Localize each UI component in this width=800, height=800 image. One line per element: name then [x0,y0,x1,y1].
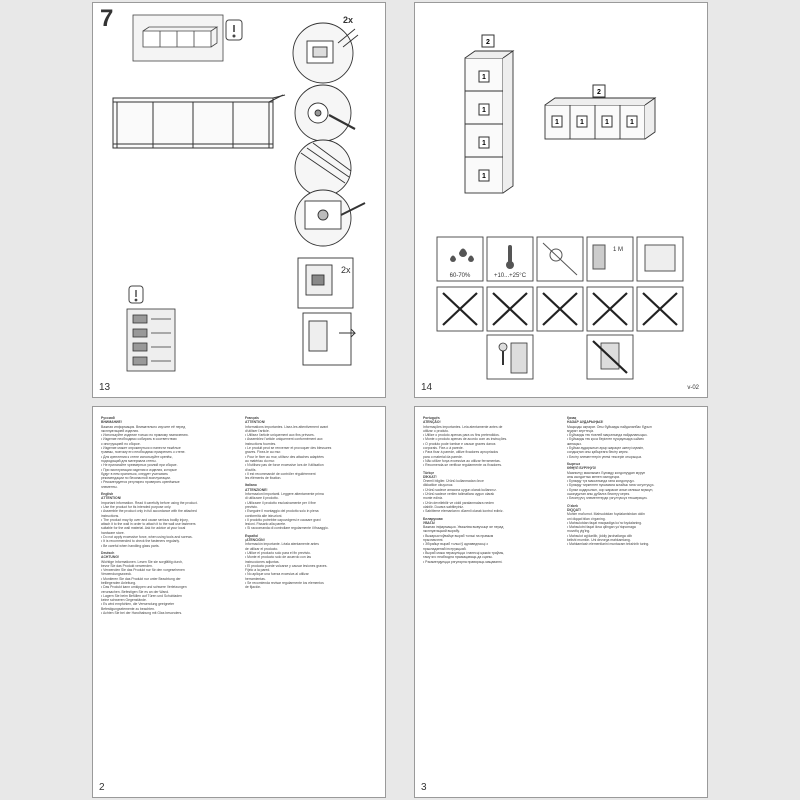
language-name: Кыргыз [567,461,581,466]
warning-text-line: • Achten Sie bei der Handhabung mit Glas besonders. [101,611,183,616]
warning-text-line: les éléments de fixation. [245,476,282,481]
svg-text:1: 1 [482,173,486,180]
warning-text-line: с инструкцией по сборке. [101,441,141,446]
warning-text-line: аны кылдаттык менен изилдеңиз. [567,474,621,479]
warning-text-line: • Используйте изделие только по прямому назначению. [101,433,189,438]
warning-text-line: de utilizar el producto. [245,546,279,551]
warning-text-line: Verwendungszweck. [101,572,132,577]
instruction-page-3 [414,406,708,798]
warning-text-line: • Изделие может опрокинуться и нанести тяжёлые [101,446,181,451]
warning-text-line: attach it to the wall in order to attach it to the wall use fasteners [101,522,196,527]
warning-text-line: • No aplique una fuerza excesiva al utilizar [245,572,309,577]
svg-text:2x: 2x [341,265,351,275]
warning-text-line: прыкладзенай інструкцыяй. [423,546,467,551]
language-name: Français [245,416,259,420]
warning-text-line: • Utilice el producto solo para el fin previsto. [245,550,311,555]
warning-text-line: • Mahsulotni faqat ilova qilingan yo'riqnomaga [567,525,636,530]
warning-text-line: • Бұйым аударылып ауыр жарақат әкелуі мүмкін, [567,446,644,451]
load-label-shelf [479,170,489,181]
warning-text-line: • Si raccomanda di controllare regolarmente il fissaggio. [245,526,329,531]
warning-text-line: uni diqqat bilan o'rganing. [567,516,606,521]
warning-text-line: таму яго неабходна прымацаваць да сцяны. [423,555,493,560]
page-number: 14 [421,382,433,393]
warning-text-line: dikkatlice okuyunuz. [423,483,454,488]
warning-text-line: элементы. [101,484,118,489]
warning-text-line: de fijación. [245,585,262,590]
svg-text:1: 1 [482,107,486,114]
instruction-page-14 [414,2,708,398]
warning-text-line: • Бұйымды тек тікелей мақсатында пайдаланыңыз. [567,433,648,438]
warning-text-line: • Sabitleme elemanlarını düzenli olarak kontrol ediniz. [423,509,504,514]
warning-text-line: • Para fixar à parede, utilize fixadores apropriados [423,450,499,455]
warning-text-line: • Do not apply excessive force, when using tools and screws. [101,535,193,540]
warning-text-line: utilizar o produto. [423,428,450,433]
page-number: 2 [99,782,105,793]
warning-text-line: • Das Produkt kann umkippen und schwere Verletzungen [101,585,187,590]
warning-text-line: • Es wird empfohlen, die Verwendung geeigneter [101,602,175,607]
wall-mount-detail-1 [298,258,353,308]
warning-text-line: monte ediniz. [423,496,444,501]
warning-text-line: • Utilisez l'article uniquement aux fins prévues. [245,433,315,438]
warning-text-line: • Assemble the product only in full accordance with the attached [101,509,197,514]
svg-text:1: 1 [630,119,634,126]
warning-text-line: hardware store. [101,530,125,535]
warning-text-line: para o material da parede. [423,454,463,459]
language-name: O'zbek [567,503,578,508]
load-label-shelf [552,116,562,127]
warning-text-line: будут в нем храниться, следует учитывать [101,471,168,476]
warning-text-line: • Il est recommandé de contrôler régulièrement [245,471,316,476]
warning-text-line: • Буюм оодарылып, оор жаракат алып келиши мүмкүн, [567,487,654,492]
warning-heading: ATTENTION! [245,420,266,425]
warning-text-line: • Рекомендуется регулярно проверять крепёжные [101,480,180,485]
warning-text-line: • Выраб можа перакуліцца і нанесці цяжкія траўмы, [423,550,505,555]
warning-text-line: • Бекитүүчү элементтерди үзгүлтүксүз текшериңиз. [567,496,648,501]
page-number: 3 [421,782,427,793]
svg-text:2: 2 [486,39,490,46]
language-name: Español [245,533,259,538]
warning-text-line: • Le produit peut se renverser et provoquer des blessures [245,446,332,451]
warning-text-line: graves. Fixez-le au mur. [245,450,282,455]
warning-text-line: эксплуатацыяй вырабу. [423,529,460,534]
warning-heading: DIQQAT! [567,507,582,512]
distance-label: 1 M [612,247,624,253]
language-name: Deutsch [101,550,115,555]
warning-text-line: Muhim ma'lumot. Mahsulotdan foydalanishdan oldin [567,512,645,517]
load-label-shelf [479,71,489,82]
load-label-shelf [479,137,489,148]
warning-heading: ATENÇÃO! [423,420,441,425]
warning-text-line: эксплуатацией изделия. [101,428,139,433]
warning-text-line: • N'utilisez pas de force excessive lors de l'utilisation [245,463,324,468]
warning-text-line: Informations importantes. Lisez-les attentivement avant [245,424,329,429]
warning-text-line: olabilir. Duvara sabitleyiniz. [423,504,464,509]
warning-text-line: • Mahkamlash elementlarini muntazam tekshirib turing. [567,542,650,547]
warnings-column-right [567,413,701,547]
warning-text-line: • Utilize o produto apenas para os fins pretendidos. [423,433,500,438]
warning-text-line: Informazioni importanti. Leggere attentamente prima [245,492,324,497]
warning-heading: ATTENTION! [101,496,122,501]
warning-text-line: Informações importantes. Leia atentamente antes de [423,424,503,429]
load-label-shelf [479,104,489,115]
language-name: Беларуская [423,516,443,521]
warning-text-line: • Verwenden Sie das Produkt nur für den vorgesehenen [101,568,185,573]
warning-text-line: previsto. [245,504,258,509]
warning-heading: DİKKAT! [423,474,437,479]
warning-text-line: • Be careful when handling glass parts. [101,543,160,548]
warnings-column-left [423,413,557,564]
warning-text-line: instructions fournies. [245,441,277,446]
warning-text-line: • Il prodotto potrebbe capovolgersi e causare gravi [245,517,321,522]
overview-thumbnail [133,15,223,61]
warning-text-line: • Mahsulotdan faqat maqsadiga ko'ra foydalaning. [567,520,642,525]
warning-text-line: • Ürünü sadece verilen talimatlara uygun olarak [423,492,495,497]
svg-text:2: 2 [597,89,601,96]
warning-text-line: • Ürün devrilebilir ve ciddi yaralanmalara neden [423,500,494,505]
warning-text-line: • Assemblez l'article uniquement conformément aux [245,437,323,442]
caution-icon [226,20,242,40]
warning-text-line: • The product may tip over and cause serious bodily injury, [101,517,189,522]
warning-text-line: подходящий для материала стены. [101,458,157,463]
warning-heading: ВНИМАНИЕ! [101,420,122,425]
warning-text-line: • Mahsulot ag'darilib, jiddiy jarohatlarga olib [567,533,632,538]
svg-text:1: 1 [482,140,486,147]
warning-text-line: Важная информация. Внимательно изучите её перед [101,424,186,429]
warning-text-line: • Выкарыстоўвайце выраб толькі па прамым [423,533,494,538]
warning-text-line: • Eseguire il montaggio del prodotto solo in piena [245,509,319,514]
warning-text-line: • O produto pode tombar e causar graves danos [423,441,496,446]
warning-heading: УВАГА! [423,520,436,525]
warning-text-line: Important information. Read it carefully before using the product. [101,500,198,505]
warnings-column-left [101,413,235,615]
warning-text-line: • Não utilize força excessiva ao utilizar ferramentas. [423,458,501,463]
warning-text-line: bevor Sie das Produkt verwenden. [101,563,153,568]
warning-text-line: herramientas. [245,576,266,581]
warning-text-line: Befestigungselemente zu beachten. [101,606,155,611]
warning-text-line: рекомендации по безопасной эксплуатации. [101,476,171,481]
warning-text-line: мұқият зерттеңіз. [567,428,595,433]
language-name: Қазақ [567,416,577,420]
warning-text-line: Маанилүү маалымат. Буюмду колдонуудан мурун [567,470,646,475]
load-label-top-vertical [482,35,494,47]
warning-text-line: • Буюмду тиркелген нускамага ылайык гана чогултуңуз. [567,483,655,488]
step-7-illustration [93,3,386,398]
warning-text-line: suitable for the wall material. Ask for advice at your local [101,526,186,531]
humidity-label: 60-70% [449,273,471,279]
warning-text-line: conformità alle istruzioni. [245,513,283,518]
warning-heading: НАЗАР АУДАРЫҢЫЗ! [567,420,604,425]
warning-text-line: d'outils. [245,467,257,472]
warning-text-line: lesioni. Fissarlo alla parete. [245,522,287,527]
warning-text-line: травмы, поэтому его необходимо прикрепить к стене. [101,450,186,455]
language-name: Português [423,416,440,420]
warning-text-line: • Не прилагайте чрезмерных усилий при сборке. [101,463,178,468]
warning-text-line: instructions. [101,513,120,518]
instruction-page-13 [92,2,386,398]
warning-text-line: • Збірайце выраб толькі ў адпаведнасці з [423,542,488,547]
warning-heading: ATTENZIONE! [245,487,268,492]
warning-text-line: d'utiliser l'article. [245,428,270,433]
load-label-shelf [602,116,612,127]
language-name: Italiano [245,483,257,488]
warning-text-line: • Изделие необходимо собирать в соответствии [101,437,177,442]
warning-text-line: • Lagern Sie beim Befüllen auf Türen und Schubladen [101,593,182,598]
shelf-unit-horizontal [113,95,285,148]
warning-text-line: • Monte o produto apenas de acordo com as instruções. [423,437,508,442]
warning-heading: ¡ATENCIÓN! [245,538,265,543]
svg-text:1: 1 [555,119,559,126]
language-name: English [101,492,114,497]
warning-text-line: • Буюмду түз максатында гана колдонуңуз. [567,479,635,484]
warning-text-line: сондықтан оны қабырғаға бекіту керек. [567,450,629,455]
load-label-shelf [627,116,637,127]
warning-text-line: Важная інфармацыя. Уважліва вывучыце яе перад [423,525,504,530]
warning-text-line: • It is recommended to check the fasteners regularly. [101,539,180,544]
warning-text-line: keine schweren Gegenstände. [101,598,147,603]
caution-icon-2 [129,286,143,303]
warning-text-line: Fíjelo a la pared. [245,568,271,573]
warning-text-line: • El producto puede volcarse y causar lesiones graves. [245,563,328,568]
warning-text-line: Маңызды ақпарат. Оны бұйымды пайдаланбас бұрын [567,424,652,429]
warning-text-line: • Рэкамендуецца рэгулярна правяраць мацаванні. [423,559,503,564]
warning-text-line: • Pour le fixer au mur, utilisez des attaches adaptées [245,454,324,459]
wall-mount-detail-2 [303,313,355,365]
warning-heading: КӨҢҮЛ БУРУҢУЗ! [567,466,596,471]
warning-text-line: Önemli bilgiler. Ürünü kullanmadan önce [423,479,484,484]
warning-text-line: • Бұйымды тек қоса берілген нұсқаулыққа сәйкес [567,437,645,442]
warning-text-line: • Se recomienda revisar regularmente los elementos [245,580,324,585]
warning-text-line: verursachen. Befestigen Sie es an der Wand. [101,589,170,594]
language-name: Русский [101,416,115,420]
warning-text-line: • Montieren Sie das Produkt nur unter Beachtung der [101,576,181,581]
count-label: 2x [343,15,354,25]
care-and-placement-illustration [415,3,708,398]
temperature-label: +10...+25°C [493,273,527,279]
warning-text-line: instrucciones adjuntas. [245,559,280,564]
warning-text-line: • Ürünü sadece amacına uygun olarak kullanınız. [423,487,497,492]
warning-text-line: жинаңыз. [567,441,582,446]
warning-text-line: прызначэнні. [423,538,444,543]
warning-text-line: • Monte el producto solo de acuerdo con las [245,555,312,560]
instruction-page-2 [92,406,386,798]
load-label-shelf [577,116,587,127]
warnings-column-right [245,413,379,590]
warning-text-line: • Recomenda-se verificar regularmente os fixadores. [423,463,503,468]
warning-text-line: ошондуктан аны дубалга бекитүү керек. [567,492,630,497]
version-label: v-02 [687,385,699,391]
svg-text:1: 1 [580,119,584,126]
warning-text-line: kelishi mumkin. Uni devorga mahkamlang. [567,538,631,543]
step-number: 7 [100,5,114,32]
warning-text-line: Wichtige Informationen. Lesen Sie sie sorgfältig durch, [101,559,183,564]
warning-text-line: di utilizzare il prodotto. [245,496,279,501]
warning-heading: ACHTUNG! [101,555,120,560]
warning-text-line: • Use the product for its intended purpose only. [101,504,172,509]
svg-text:1: 1 [605,119,609,126]
warning-text-line: Información importante. Léala atentamente antes [245,542,319,547]
warning-text-line: • При эксплуатации изделия и изделия, которые [101,467,177,472]
warning-text-line: • Для крепления к стене используйте крепёж, [101,454,173,459]
warning-text-line: au matériau du mur. [245,458,276,463]
warning-text-line: corporais. Fixe-o à parede. [423,446,464,451]
warning-text-line: • Бекіту элементтерін үнемі тексеріп отырыңыз. [567,454,643,459]
load-label-top-horizontal [593,85,605,97]
warning-text-line: muvofiq yig'ing. [567,529,591,534]
warning-text-line: beiliegenden Anleitung. [101,580,137,585]
language-name: Türkçe [423,470,435,475]
page-number: 13 [99,382,111,393]
warning-text-line: • Utilizzare il prodotto esclusivamente per il fine [245,500,316,505]
svg-text:1: 1 [482,74,486,81]
screw-examples [127,309,175,371]
